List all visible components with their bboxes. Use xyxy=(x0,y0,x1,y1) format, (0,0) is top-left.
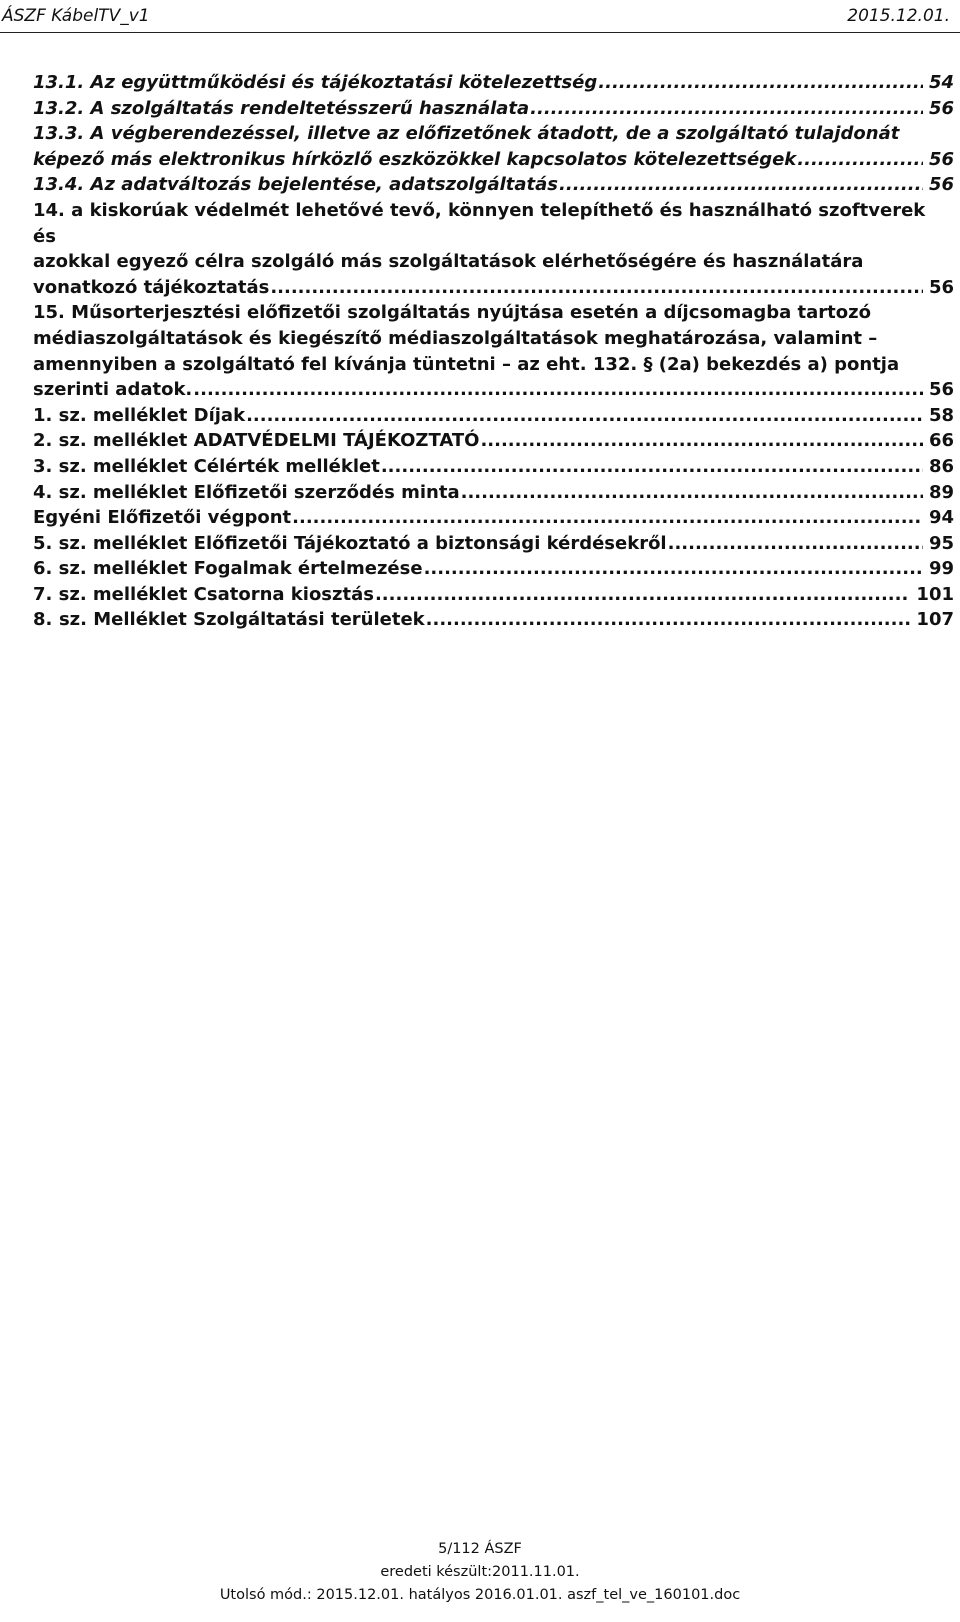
toc-entry-title: 6. sz. melléklet Fogalmak értelmezése xyxy=(33,558,423,580)
footer-page-count: 5/112 ÁSZF xyxy=(438,1541,522,1557)
toc-dot-leader xyxy=(424,556,923,582)
toc-entry-title: 3. sz. melléklet Célérték melléklet xyxy=(33,455,380,477)
toc-entry-title: képező más elektronikus hírközlő eszközökkel kapcsolatos kötelezettségek xyxy=(33,148,797,170)
toc-entry-title: 1. sz. melléklet Díjak xyxy=(33,404,246,426)
toc-entry-line: azokkal egyező célra szolgáló más szolgáltatások elérhetőségére és használatára xyxy=(33,251,864,273)
toc-page-number: 95 xyxy=(928,532,954,554)
header-rule xyxy=(0,32,960,33)
toc-page-number: 56 xyxy=(928,97,954,119)
toc-entry-title: 5. sz. melléklet Előfizetői Tájékoztató a biztonsági kérdésekről xyxy=(33,532,667,554)
toc-entry-annex-4[interactable] xyxy=(33,480,954,506)
toc-dot-leader xyxy=(375,582,910,608)
toc-page-number: 58 xyxy=(928,404,954,426)
footer-created-date: eredeti készült:2011.11.01. xyxy=(380,1564,580,1580)
toc-entry-annex-8[interactable] xyxy=(33,607,954,633)
toc-dot-leader xyxy=(668,531,923,557)
toc-entry-title: 13.2. A szolgáltatás rendeltetésszerű használata xyxy=(33,97,530,119)
toc-entry-14[interactable] xyxy=(33,198,954,300)
toc-dot-leader xyxy=(461,480,923,506)
toc-entry-annex-1[interactable] xyxy=(33,403,954,429)
header-date: 2015.12.01. xyxy=(847,6,950,26)
toc-entry-title: szerinti adatok. xyxy=(33,379,193,401)
toc-entry-title: vonatkozó tájékoztatás xyxy=(33,276,270,298)
toc-page-number: 56 xyxy=(928,379,954,401)
toc-page-number: 56 xyxy=(928,174,954,196)
toc-entry-annex-6[interactable] xyxy=(33,556,954,582)
toc-entry-title: 4. sz. melléklet Előfizetői szerződés minta xyxy=(33,481,460,503)
toc-entry-13-1[interactable] xyxy=(33,70,954,96)
toc-page-number: 89 xyxy=(928,481,954,503)
toc-page-number: 99 xyxy=(928,558,954,580)
toc-entry-line: amennyiben a szolgáltató fel kívánja tüntetni – az eht. 132. § (2a) bekezdés a) pontja xyxy=(33,353,900,375)
toc-entry-title: Egyéni Előfizetői végpont xyxy=(33,507,292,529)
toc-entry-13-2[interactable] xyxy=(33,96,954,122)
toc-dot-leader xyxy=(530,96,923,122)
toc-entry-line: 14. a kiskorúak védelmét lehetővé tevő, könnyen telepíthető és használható szoftverek és xyxy=(33,199,926,247)
toc-page-number: 56 xyxy=(928,276,954,298)
toc-dot-leader xyxy=(292,505,923,531)
toc-entry-title: sz. Melléklet Szolgáltatási területek xyxy=(58,609,425,631)
toc-entry-title: 7. sz. melléklet Csatorna kiosztás xyxy=(33,583,374,605)
toc-dot-leader xyxy=(559,172,923,198)
toc-entry-number: 8. xyxy=(33,609,53,631)
page-header xyxy=(0,0,960,36)
toc-entry-13-3[interactable] xyxy=(33,121,954,172)
toc-entry-annex-2[interactable] xyxy=(33,428,954,454)
toc-entry-line: 15. Műsorterjesztési előfizetői szolgáltatás nyújtása esetén a díjcsomagba tartozó xyxy=(33,302,871,324)
table-of-contents xyxy=(33,70,954,633)
toc-dot-leader xyxy=(270,275,923,301)
toc-dot-leader xyxy=(246,403,923,429)
toc-dot-leader xyxy=(480,428,922,454)
toc-page-number: 54 xyxy=(928,72,954,93)
toc-entry-annex-3[interactable] xyxy=(33,454,954,480)
toc-page-number: 66 xyxy=(928,430,954,452)
toc-entry-title: 13.1. Az együttműködési és tájékoztatási kötelezettség xyxy=(33,72,598,93)
toc-entry-13-4[interactable] xyxy=(33,172,954,198)
toc-entry-line: 13.3. A végberendezéssel, illetve az előfizetőnek átadott, de a szolgáltató tulajdonát xyxy=(33,123,900,145)
toc-dot-leader xyxy=(426,607,911,633)
toc-page-number: 86 xyxy=(928,455,954,477)
toc-page-number: 56 xyxy=(928,148,954,170)
toc-entry-title: 13.4. Az adatváltozás bejelentése, adatszolgáltatás xyxy=(33,174,559,196)
toc-entry-line: médiaszolgáltatások és kiegészítő médiaszolgáltatások meghatározása, valamint – xyxy=(33,327,878,349)
toc-entry-individual-endpoint[interactable] xyxy=(33,505,954,531)
toc-page-number: 107 xyxy=(916,609,954,631)
toc-page-number: 101 xyxy=(916,583,954,605)
toc-page-number: 94 xyxy=(928,507,954,529)
footer-modification-info: Utolsó mód.: 2015.12.01. hatályos 2016.01.01. aszf_tel_ve_160101.doc xyxy=(219,1587,741,1603)
toc-entry-annex-5[interactable] xyxy=(33,531,954,557)
toc-entry-15[interactable] xyxy=(33,300,954,402)
toc-dot-leader xyxy=(598,70,923,96)
toc-dot-leader xyxy=(193,377,923,403)
toc-entry-annex-7[interactable] xyxy=(33,582,954,608)
toc-entry-title: 2. sz. melléklet ADATVÉDELMI TÁJÉKOZTATÓ xyxy=(33,430,480,452)
toc-dot-leader xyxy=(381,454,923,480)
header-document-title: ÁSZF KábelTV_v1 xyxy=(2,6,150,26)
toc-dot-leader xyxy=(797,147,923,173)
